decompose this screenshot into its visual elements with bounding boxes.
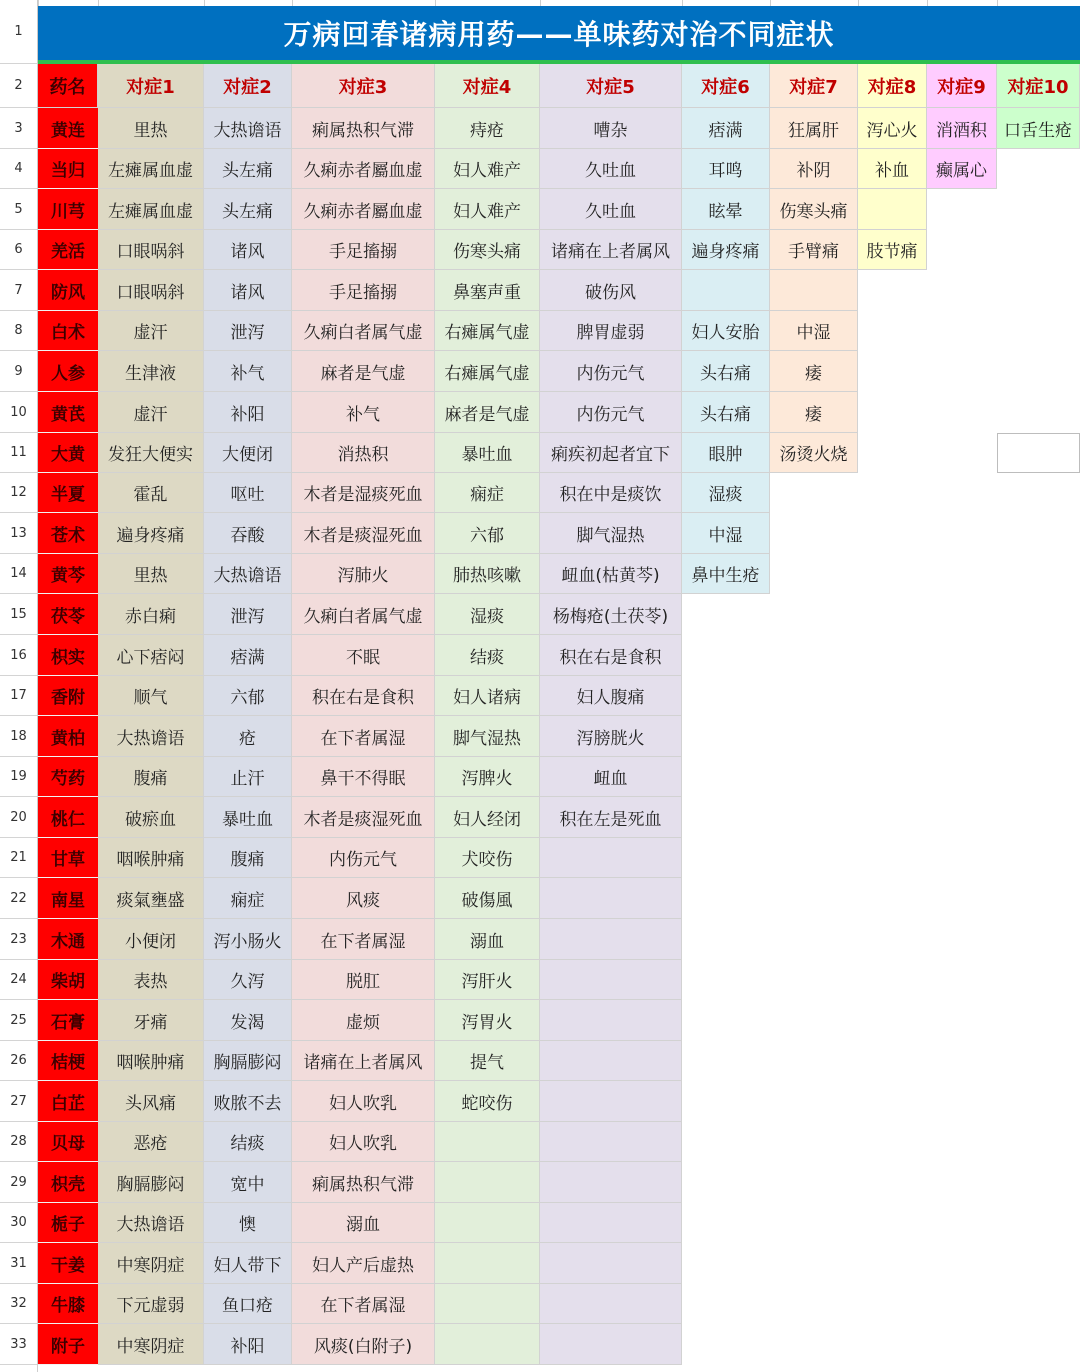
symptom-cell[interactable] [435, 1284, 540, 1324]
symptom-cell[interactable]: 衄血 [540, 757, 682, 797]
symptom-cell[interactable]: 鱼口疮 [204, 1284, 292, 1324]
symptom-cell[interactable]: 积在右是食积 [292, 676, 435, 716]
symptom-cell[interactable]: 妇人产后虚热 [292, 1243, 435, 1284]
symptom-cell[interactable]: 木者是湿痰死血 [292, 473, 435, 513]
symptom-cell[interactable]: 伤寒头痛 [770, 189, 858, 230]
symptom-cell[interactable]: 积在右是食积 [540, 635, 682, 676]
symptom-cell[interactable]: 咽喉肿痛 [98, 838, 204, 878]
symptom-cell[interactable]: 右瘫属气虚 [435, 351, 540, 392]
drug-name-cell[interactable]: 黄芩 [38, 554, 98, 594]
drug-name-cell[interactable]: 石膏 [38, 1000, 98, 1041]
sheet-title[interactable]: 万病回春诸病用药——单味药对治不同症状 [38, 6, 1080, 64]
symptom-cell[interactable]: 结痰 [435, 635, 540, 676]
drug-name-cell[interactable]: 防风 [38, 270, 98, 311]
symptom-cell[interactable]: 大热谵语 [98, 1203, 204, 1243]
symptom-cell[interactable]: 六郁 [204, 676, 292, 716]
symptom-cell[interactable]: 在下者属湿 [292, 716, 435, 757]
symptom-cell[interactable]: 痔疮 [435, 108, 540, 149]
symptom-cell[interactable]: 顺气 [98, 676, 204, 716]
row-number[interactable]: 13 [0, 513, 38, 554]
symptom-cell[interactable]: 久痢赤者屬血虚 [292, 189, 435, 230]
symptom-cell[interactable]: 久痢赤者屬血虚 [292, 149, 435, 189]
symptom-cell[interactable]: 杨梅疮(土茯苓) [540, 594, 682, 635]
row-number[interactable]: 1 [0, 0, 38, 64]
symptom-cell[interactable]: 败脓不去 [204, 1081, 292, 1122]
symptom-cell[interactable]: 痞满 [682, 108, 770, 149]
row-number[interactable]: 20 [0, 797, 38, 838]
drug-name-cell[interactable]: 人参 [38, 351, 98, 392]
symptom-cell[interactable]: 麻者是气虚 [435, 392, 540, 433]
symptom-cell[interactable] [540, 1081, 682, 1122]
symptom-cell[interactable]: 口舌生疮 [997, 108, 1080, 149]
row-number[interactable]: 12 [0, 473, 38, 513]
row-number[interactable]: 9 [0, 351, 38, 392]
row-number[interactable]: 5 [0, 189, 38, 230]
symptom-cell[interactable]: 久泻 [204, 960, 292, 1000]
symptom-cell[interactable]: 诸痛在上者属风 [292, 1041, 435, 1081]
drug-name-cell[interactable]: 干姜 [38, 1243, 98, 1284]
drug-name-cell[interactable]: 大黄 [38, 433, 98, 473]
symptom-cell[interactable]: 右瘫属气虚 [435, 311, 540, 351]
row-number[interactable]: 25 [0, 1000, 38, 1041]
symptom-cell[interactable]: 补气 [292, 392, 435, 433]
symptom-cell[interactable]: 心下痞闷 [98, 635, 204, 676]
symptom-cell[interactable]: 积在中是痰饮 [540, 473, 682, 513]
symptom-cell[interactable]: 补阳 [204, 392, 292, 433]
symptom-cell[interactable]: 诸风 [204, 270, 292, 311]
symptom-cell[interactable]: 嘈杂 [540, 108, 682, 149]
symptom-cell[interactable]: 风痰 [292, 878, 435, 919]
row-number[interactable]: 17 [0, 676, 38, 716]
symptom-cell[interactable]: 中寒阴症 [98, 1324, 204, 1365]
symptom-cell[interactable]: 脱肛 [292, 960, 435, 1000]
symptom-cell[interactable]: 脾胃虚弱 [540, 311, 682, 351]
symptom-cell[interactable]: 虚汗 [98, 311, 204, 351]
header-drug[interactable]: 药名 [38, 64, 98, 108]
symptom-cell[interactable]: 妇人诸病 [435, 676, 540, 716]
symptom-cell[interactable]: 痫症 [204, 878, 292, 919]
row-number[interactable]: 15 [0, 594, 38, 635]
row-number[interactable]: 31 [0, 1243, 38, 1284]
symptom-cell[interactable]: 恶疮 [98, 1122, 204, 1162]
symptom-cell[interactable] [540, 1162, 682, 1203]
drug-name-cell[interactable]: 牛膝 [38, 1284, 98, 1324]
symptom-cell[interactable]: 脚气湿热 [435, 716, 540, 757]
symptom-cell[interactable]: 消酒积 [927, 108, 997, 149]
symptom-cell[interactable]: 腹痛 [204, 838, 292, 878]
symptom-cell[interactable]: 大热谵语 [98, 716, 204, 757]
drug-name-cell[interactable]: 芍药 [38, 757, 98, 797]
symptom-cell[interactable]: 里热 [98, 108, 204, 149]
drug-name-cell[interactable]: 贝母 [38, 1122, 98, 1162]
symptom-cell[interactable]: 泻肺火 [292, 554, 435, 594]
symptom-cell[interactable] [540, 838, 682, 878]
symptom-cell[interactable]: 妇人腹痛 [540, 676, 682, 716]
row-number[interactable]: 16 [0, 635, 38, 676]
symptom-cell[interactable]: 吞酸 [204, 513, 292, 554]
symptom-cell[interactable]: 溺血 [435, 919, 540, 960]
symptom-cell[interactable]: 小便闭 [98, 919, 204, 960]
symptom-cell[interactable]: 泻小肠火 [204, 919, 292, 960]
symptom-cell[interactable]: 大热谵语 [204, 108, 292, 149]
selected-cell[interactable] [997, 433, 1080, 473]
row-number-divider [37, 1365, 38, 1372]
drug-name-cell[interactable]: 黄柏 [38, 716, 98, 757]
symptom-cell[interactable]: 腹痛 [98, 757, 204, 797]
symptom-cell[interactable] [435, 1162, 540, 1203]
symptom-cell[interactable] [540, 1041, 682, 1081]
symptom-cell[interactable]: 疮 [204, 716, 292, 757]
header-symptom-9[interactable]: 对症9 [927, 64, 997, 108]
drug-name-cell[interactable]: 羌活 [38, 230, 98, 270]
symptom-cell[interactable]: 发狂大便实 [98, 433, 204, 473]
symptom-cell[interactable]: 诸痛在上者属风 [540, 230, 682, 270]
symptom-cell[interactable]: 虚汗 [98, 392, 204, 433]
drug-name-cell[interactable]: 白芷 [38, 1081, 98, 1122]
symptom-cell[interactable]: 下元虚弱 [98, 1284, 204, 1324]
drug-name-cell[interactable]: 南星 [38, 878, 98, 919]
drug-name-cell[interactable]: 柴胡 [38, 960, 98, 1000]
symptom-cell[interactable] [540, 919, 682, 960]
symptom-cell[interactable]: 泻心火 [858, 108, 927, 149]
symptom-cell[interactable]: 肢节痛 [858, 230, 927, 270]
symptom-cell[interactable]: 久痢白者属气虚 [292, 311, 435, 351]
symptom-cell[interactable]: 赤白痢 [98, 594, 204, 635]
row-number[interactable]: 8 [0, 311, 38, 351]
symptom-cell[interactable]: 咽喉肿痛 [98, 1041, 204, 1081]
row-number[interactable]: 21 [0, 838, 38, 878]
symptom-cell[interactable]: 内伤元气 [540, 351, 682, 392]
symptom-cell[interactable] [540, 1000, 682, 1041]
symptom-cell[interactable]: 妇人难产 [435, 189, 540, 230]
symptom-cell[interactable]: 泻脾火 [435, 757, 540, 797]
symptom-cell[interactable]: 蛇咬伤 [435, 1081, 540, 1122]
symptom-cell[interactable]: 泻胃火 [435, 1000, 540, 1041]
symptom-cell[interactable]: 表热 [98, 960, 204, 1000]
header-symptom-10[interactable]: 对症10 [997, 64, 1080, 108]
symptom-cell[interactable]: 眼肿 [682, 433, 770, 473]
symptom-cell[interactable]: 妇人吹乳 [292, 1081, 435, 1122]
symptom-cell[interactable]: 里热 [98, 554, 204, 594]
drug-name-cell[interactable]: 当归 [38, 149, 98, 189]
drug-name-cell[interactable]: 栀子 [38, 1203, 98, 1243]
row-number[interactable]: 33 [0, 1324, 38, 1365]
symptom-cell[interactable]: 破傷風 [435, 878, 540, 919]
symptom-cell[interactable]: 左瘫属血虚 [98, 149, 204, 189]
symptom-cell[interactable] [540, 1284, 682, 1324]
drug-name-cell[interactable]: 枳实 [38, 635, 98, 676]
symptom-cell[interactable]: 木者是痰湿死血 [292, 513, 435, 554]
symptom-cell[interactable]: 溺血 [292, 1203, 435, 1243]
drug-name-cell[interactable]: 甘草 [38, 838, 98, 878]
symptom-cell[interactable]: 痢属热积气滞 [292, 108, 435, 149]
symptom-cell[interactable]: 中湿 [770, 311, 858, 351]
symptom-cell[interactable]: 妇人安胎 [682, 311, 770, 351]
header-symptom-1[interactable]: 对症1 [98, 64, 204, 108]
row-number[interactable]: 6 [0, 230, 38, 270]
row-number[interactable]: 22 [0, 878, 38, 919]
symptom-cell[interactable]: 提气 [435, 1041, 540, 1081]
symptom-cell[interactable]: 泄泻 [204, 311, 292, 351]
symptom-cell[interactable]: 妇人经闭 [435, 797, 540, 838]
header-symptom-7[interactable]: 对症7 [770, 64, 858, 108]
symptom-cell[interactable]: 痢属热积气滞 [292, 1162, 435, 1203]
symptom-cell[interactable]: 暴吐血 [435, 433, 540, 473]
symptom-cell[interactable]: 痿 [770, 351, 858, 392]
drug-name-cell[interactable]: 香附 [38, 676, 98, 716]
row-number[interactable]: 2 [0, 64, 38, 108]
drug-name-cell[interactable]: 桔梗 [38, 1041, 98, 1081]
symptom-cell[interactable]: 牙痛 [98, 1000, 204, 1041]
symptom-cell[interactable]: 风痰(白附子) [292, 1324, 435, 1365]
symptom-cell[interactable]: 痞满 [204, 635, 292, 676]
header-symptom-8[interactable]: 对症8 [858, 64, 927, 108]
symptom-cell[interactable]: 胸膈膨闷 [204, 1041, 292, 1081]
symptom-cell[interactable]: 麻者是气虚 [292, 351, 435, 392]
symptom-cell[interactable]: 鼻干不得眠 [292, 757, 435, 797]
symptom-cell[interactable]: 呕吐 [204, 473, 292, 513]
symptom-cell[interactable]: 暴吐血 [204, 797, 292, 838]
symptom-cell[interactable]: 胸膈膨闷 [98, 1162, 204, 1203]
symptom-cell[interactable]: 泄泻 [204, 594, 292, 635]
symptom-cell[interactable]: 结痰 [204, 1122, 292, 1162]
symptom-cell[interactable]: 中湿 [682, 513, 770, 554]
symptom-cell[interactable]: 发渴 [204, 1000, 292, 1041]
symptom-cell[interactable]: 痫症 [435, 473, 540, 513]
header-symptom-2[interactable]: 对症2 [204, 64, 292, 108]
row-number[interactable]: 14 [0, 554, 38, 594]
symptom-cell[interactable]: 大热谵语 [204, 554, 292, 594]
symptom-cell[interactable]: 破伤风 [540, 270, 682, 311]
symptom-cell[interactable]: 妇人带下 [204, 1243, 292, 1284]
symptom-cell[interactable]: 犬咬伤 [435, 838, 540, 878]
row-number[interactable]: 7 [0, 270, 38, 311]
symptom-cell[interactable]: 妇人难产 [435, 149, 540, 189]
drug-name-cell[interactable]: 桃仁 [38, 797, 98, 838]
header-symptom-3[interactable]: 对症3 [292, 64, 435, 108]
symptom-cell[interactable]: 头左痛 [204, 149, 292, 189]
header-symptom-4[interactable]: 对症4 [435, 64, 540, 108]
drug-name-cell[interactable]: 半夏 [38, 473, 98, 513]
symptom-cell[interactable]: 湿痰 [682, 473, 770, 513]
symptom-cell[interactable]: 生津液 [98, 351, 204, 392]
drug-name-cell[interactable]: 苍术 [38, 513, 98, 554]
symptom-cell[interactable]: 懊 [204, 1203, 292, 1243]
symptom-cell[interactable]: 头风痛 [98, 1081, 204, 1122]
symptom-cell[interactable]: 久吐血 [540, 149, 682, 189]
symptom-cell[interactable]: 遍身疼痛 [98, 513, 204, 554]
row-number[interactable]: 10 [0, 392, 38, 433]
row-number[interactable]: 29 [0, 1162, 38, 1203]
symptom-cell[interactable]: 汤烫火烧 [770, 433, 858, 473]
symptom-cell[interactable]: 痿 [770, 392, 858, 433]
drug-name-cell[interactable]: 木通 [38, 919, 98, 960]
symptom-cell[interactable]: 泻肝火 [435, 960, 540, 1000]
drug-name-cell[interactable]: 茯苓 [38, 594, 98, 635]
row-number[interactable]: 26 [0, 1041, 38, 1081]
symptom-cell[interactable] [540, 878, 682, 919]
symptom-cell[interactable]: 诸风 [204, 230, 292, 270]
symptom-cell[interactable]: 左瘫属血虚 [98, 189, 204, 230]
symptom-cell[interactable]: 虚烦 [292, 1000, 435, 1041]
symptom-cell[interactable] [435, 1324, 540, 1365]
drug-name-cell[interactable]: 黄连 [38, 108, 98, 149]
symptom-cell[interactable]: 霍乱 [98, 473, 204, 513]
symptom-cell[interactable] [435, 1122, 540, 1162]
symptom-cell[interactable]: 脚气湿热 [540, 513, 682, 554]
symptom-cell[interactable]: 宽中 [204, 1162, 292, 1203]
symptom-cell[interactable]: 口眼㖞斜 [98, 230, 204, 270]
symptom-cell[interactable] [540, 1122, 682, 1162]
symptom-cell[interactable]: 头右痛 [682, 351, 770, 392]
symptom-cell[interactable]: 妇人吹乳 [292, 1122, 435, 1162]
symptom-cell[interactable]: 不眠 [292, 635, 435, 676]
symptom-cell[interactable]: 补血 [858, 149, 927, 189]
row-number[interactable]: 24 [0, 960, 38, 1000]
symptom-cell[interactable]: 伤寒头痛 [435, 230, 540, 270]
row-number[interactable]: 19 [0, 757, 38, 797]
header-symptom-5[interactable]: 对症5 [540, 64, 682, 108]
symptom-cell[interactable]: 六郁 [435, 513, 540, 554]
symptom-cell[interactable]: 木者是痰湿死血 [292, 797, 435, 838]
symptom-cell[interactable]: 湿痰 [435, 594, 540, 635]
symptom-cell[interactable]: 手臂痛 [770, 230, 858, 270]
drug-name-cell[interactable]: 川芎 [38, 189, 98, 230]
row-number[interactable]: 3 [0, 108, 38, 149]
symptom-cell[interactable]: 头右痛 [682, 392, 770, 433]
symptom-cell[interactable]: 内伤元气 [292, 838, 435, 878]
row-number[interactable]: 28 [0, 1122, 38, 1162]
symptom-cell[interactable]: 遍身疼痛 [682, 230, 770, 270]
symptom-cell[interactable]: 在下者属湿 [292, 1284, 435, 1324]
symptom-cell[interactable]: 痰氣壅盛 [98, 878, 204, 919]
drug-name-cell[interactable]: 黄芪 [38, 392, 98, 433]
symptom-cell[interactable]: 泻膀胱火 [540, 716, 682, 757]
symptom-cell[interactable]: 鼻塞声重 [435, 270, 540, 311]
symptom-cell[interactable] [540, 960, 682, 1000]
symptom-cell[interactable]: 头左痛 [204, 189, 292, 230]
symptom-cell[interactable] [435, 1243, 540, 1284]
symptom-cell[interactable]: 癫属心 [927, 149, 997, 189]
symptom-cell[interactable]: 口眼㖞斜 [98, 270, 204, 311]
row-number[interactable]: 27 [0, 1081, 38, 1122]
header-symptom-6[interactable]: 对症6 [682, 64, 770, 108]
symptom-cell[interactable] [435, 1203, 540, 1243]
symptom-cell[interactable]: 痢疾初起者宜下 [540, 433, 682, 473]
symptom-cell[interactable]: 久痢白者属气虚 [292, 594, 435, 635]
drug-name-cell[interactable]: 白术 [38, 311, 98, 351]
symptom-cell[interactable]: 中寒阴症 [98, 1243, 204, 1284]
symptom-cell[interactable]: 衄血(枯黄芩) [540, 554, 682, 594]
symptom-cell[interactable] [682, 270, 770, 311]
drug-name-cell[interactable]: 枳壳 [38, 1162, 98, 1203]
symptom-cell[interactable]: 鼻中生疮 [682, 554, 770, 594]
row-number[interactable]: 4 [0, 149, 38, 189]
symptom-cell[interactable]: 消热积 [292, 433, 435, 473]
symptom-cell[interactable]: 破瘀血 [98, 797, 204, 838]
symptom-cell[interactable]: 耳鸣 [682, 149, 770, 189]
row-number[interactable]: 11 [0, 433, 38, 473]
symptom-cell[interactable] [858, 189, 927, 230]
symptom-cell[interactable]: 止汗 [204, 757, 292, 797]
row-number[interactable]: 18 [0, 716, 38, 757]
symptom-cell[interactable]: 狂属肝 [770, 108, 858, 149]
symptom-cell[interactable]: 肺热咳嗽 [435, 554, 540, 594]
row-number[interactable]: 32 [0, 1284, 38, 1324]
symptom-cell[interactable]: 在下者属湿 [292, 919, 435, 960]
drug-name-cell[interactable]: 附子 [38, 1324, 98, 1365]
symptom-cell[interactable]: 眩晕 [682, 189, 770, 230]
symptom-cell[interactable]: 补阴 [770, 149, 858, 189]
symptom-cell[interactable]: 积在左是死血 [540, 797, 682, 838]
symptom-cell[interactable]: 内伤元气 [540, 392, 682, 433]
symptom-cell[interactable]: 补气 [204, 351, 292, 392]
row-number[interactable]: 23 [0, 919, 38, 960]
symptom-cell[interactable]: 补阳 [204, 1324, 292, 1365]
symptom-cell[interactable] [540, 1243, 682, 1284]
symptom-cell[interactable] [540, 1324, 682, 1365]
symptom-cell[interactable]: 大便闭 [204, 433, 292, 473]
symptom-cell[interactable] [540, 1203, 682, 1243]
symptom-cell[interactable]: 手足搐搦 [292, 270, 435, 311]
symptom-cell[interactable]: 手足搐搦 [292, 230, 435, 270]
symptom-cell[interactable]: 久吐血 [540, 189, 682, 230]
symptom-cell[interactable] [770, 270, 858, 311]
row-number[interactable]: 30 [0, 1203, 38, 1243]
